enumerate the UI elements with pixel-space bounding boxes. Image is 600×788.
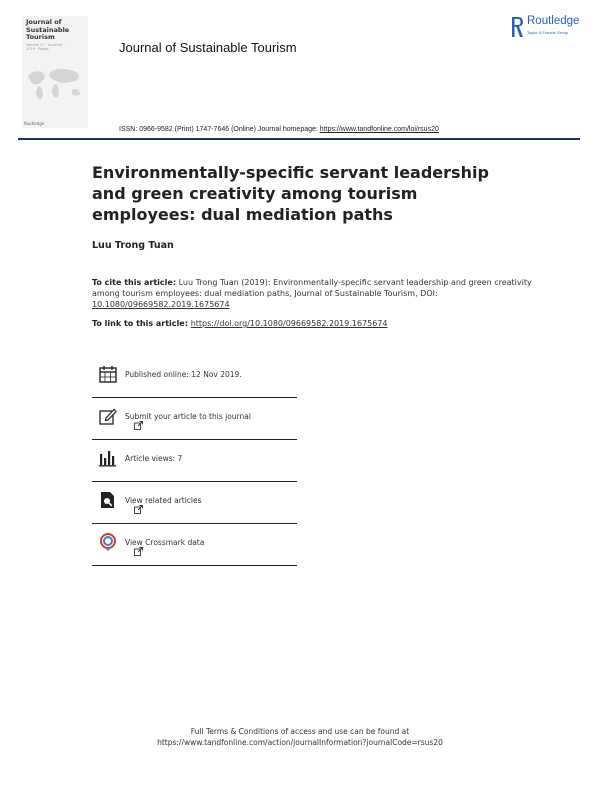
- article-title: Environmentally-specific servant leadership and green creativity among tourism employees: dual mediation paths: [92, 163, 489, 224]
- citation-text: Luu Trong Tuan (2019): Environmentally-specific servant leadership and green creativity among tourism employees: dual mediation paths, Journal of Sustainable Tourism, DOI:: [92, 278, 532, 298]
- cover-title: Journal of Sustainable Tourism: [26, 18, 70, 41]
- citation-block: [92, 277, 532, 310]
- article-author: Luu Trong Tuan: [92, 240, 174, 251]
- related-articles-row[interactable]: [92, 482, 297, 524]
- cover-publisher-logo: Routledge: [24, 121, 45, 126]
- external-link-icon: [134, 505, 143, 514]
- document-search-icon: [99, 491, 117, 509]
- header-divider: [18, 138, 580, 140]
- submit-article-link[interactable]: Submit your article to this journal: [125, 412, 251, 421]
- terms-link[interactable]: https://www.tandfonline.com/action/journalInformation?journalCode=rsus20: [157, 738, 443, 747]
- row-divider: [92, 565, 297, 566]
- bar-chart-icon: [99, 449, 117, 467]
- crossmark-row[interactable]: [92, 524, 297, 566]
- calendar-icon: [99, 365, 117, 383]
- routledge-brand-name: Routledge: [527, 15, 580, 27]
- related-articles-link[interactable]: View related articles: [125, 496, 202, 505]
- external-link-icon: [134, 421, 143, 430]
- article-link-line: [92, 319, 388, 328]
- article-doi-url[interactable]: https://doi.org/10.1080/09669582.2019.1675674: [190, 319, 388, 328]
- published-online-row: [92, 356, 297, 398]
- routledge-logo-icon: [510, 16, 524, 38]
- issn-text: ISSN: 0966-9582 (Print) 1747-7646 (Online) Journal homepage:: [119, 126, 320, 133]
- cover-meta: Volume 27 · Issue 00 · 2019 · Pages: [26, 43, 65, 51]
- crossmark-icon: [99, 533, 117, 551]
- link-label: To link to this article:: [92, 319, 191, 328]
- journal-homepage-link[interactable]: https://www.tandfonline.com/loi/rsus20: [319, 126, 439, 133]
- edit-icon: [99, 407, 117, 425]
- routledge-brand-subtitle: Taylor & Francis Group: [527, 30, 568, 35]
- article-views-text: Article views: 7: [125, 454, 183, 463]
- doi-link[interactable]: 10.1080/09669582.2019.1675674: [92, 300, 230, 309]
- terms-text: Full Terms & Conditions of access and use can be found at: [190, 727, 410, 736]
- crossmark-link[interactable]: View Crossmark data: [125, 538, 205, 547]
- external-link-icon: [134, 547, 143, 556]
- journal-name: Journal of Sustainable Tourism: [119, 40, 297, 55]
- issn-line: [119, 126, 439, 133]
- published-online-text: Published online: 12 Nov 2019.: [125, 370, 242, 379]
- citation-label: To cite this article:: [92, 278, 177, 287]
- submit-article-row[interactable]: [92, 398, 297, 440]
- world-map-icon: [24, 62, 86, 106]
- terms-footer: [0, 726, 600, 748]
- article-views-row: [92, 440, 297, 482]
